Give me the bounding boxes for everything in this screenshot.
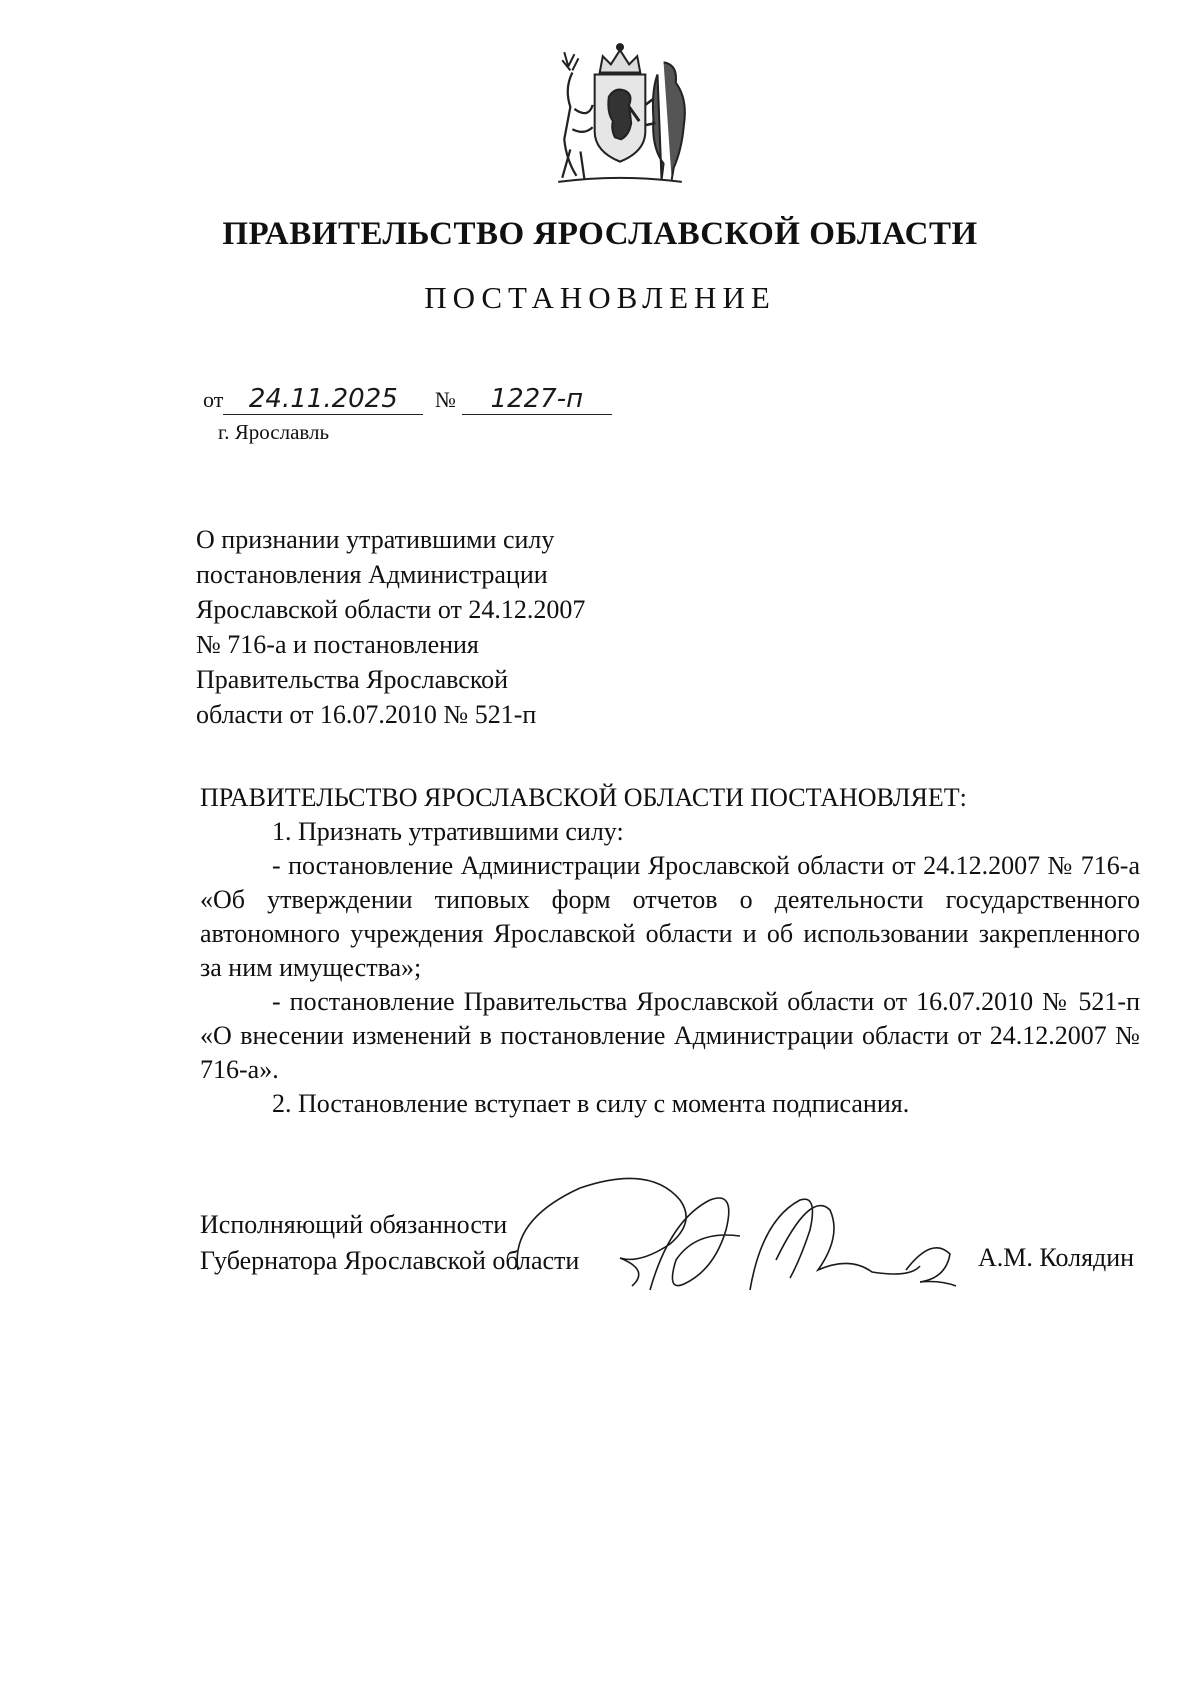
org-title: ПРАВИТЕЛЬСТВО ЯРОСЛАВСКОЙ ОБЛАСТИ <box>222 216 978 252</box>
subject-block <box>196 522 656 732</box>
doc-type: ПОСТАНОВЛЕНИЕ <box>424 280 776 315</box>
item-2: 2. Постановление вступает в силу с момента подписания. <box>272 1089 910 1118</box>
city: г. Ярославль <box>218 420 330 444</box>
subject-line: Правительства Ярославской <box>196 665 509 694</box>
coat-of-arms-icon <box>544 38 696 190</box>
subject-line: постановления Администрации <box>196 560 548 589</box>
subject-line: № 716-а и постановления <box>196 630 479 659</box>
reference-line <box>203 384 612 415</box>
item-1: 1. Признать утратившими силу: <box>272 817 624 846</box>
number-prefix: № <box>434 387 456 412</box>
subject-line: области от 16.07.2010 № 521-п <box>196 700 537 729</box>
position-line-1: Исполняющий обязанности <box>200 1210 508 1239</box>
item-1-sub-a: - постановление Администрации Ярославской области от 24.12.2007 № 716-а «Об утверждении типовых форм отчетов о деятельности государственного автономного учреждения Ярославской области и об использовании закрепленного за ним имущества»; <box>200 851 1140 982</box>
number-value: 1227-п <box>462 384 612 415</box>
subject-line: Ярославской области от 24.12.2007 <box>196 595 586 624</box>
date-value: 24.11.2025 <box>223 384 423 415</box>
date-prefix: от <box>203 387 224 412</box>
handwritten-signature <box>500 1160 990 1305</box>
resolution-body <box>200 781 1140 1121</box>
subject-line: О признании утратившими силу <box>196 525 555 554</box>
signatory-name: А.М. Колядин <box>978 1243 1135 1272</box>
item-1-sub-b: - постановление Правительства Ярославской области от 16.07.2010 № 521-п «О внесении изменений в постановление Администрации области от 24.12.2007 № 716-а». <box>200 987 1140 1084</box>
resolves-heading: ПРАВИТЕЛЬСТВО ЯРОСЛАВСКОЙ ОБЛАСТИ ПОСТАНОВЛЯЕТ: <box>200 783 967 812</box>
position-line-2: Губернатора Ярославской области <box>200 1246 580 1275</box>
